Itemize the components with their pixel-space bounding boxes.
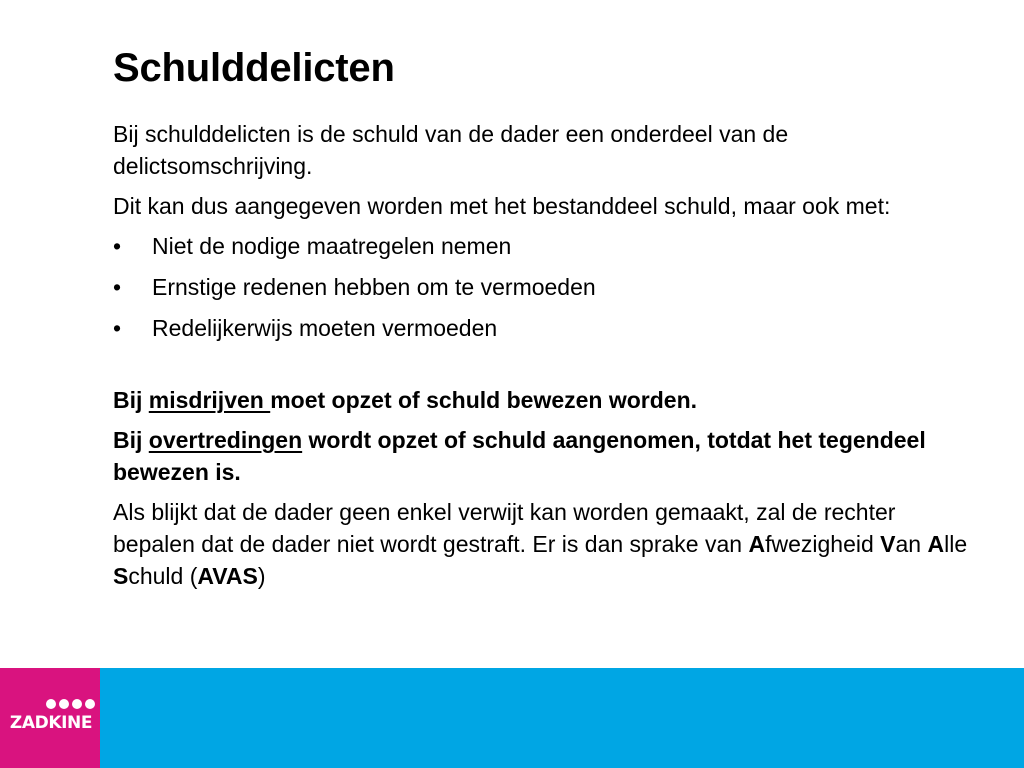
bullet-marker: • xyxy=(113,274,122,300)
bullet-marker: • xyxy=(113,315,122,341)
slide-title: Schulddelicten xyxy=(113,46,395,90)
bullet-list xyxy=(113,230,973,344)
bullet-text: Ernstige redenen hebben om te vermoeden xyxy=(152,274,596,300)
overtredingen-link[interactable]: overtredingen xyxy=(148,427,303,453)
avas-letter-a1: A xyxy=(748,531,766,557)
overtredingen-suffix: wordt opzet of schuld aangenomen, totdat het tegendeel bewezen is. xyxy=(113,427,926,485)
bullet-item xyxy=(113,312,973,344)
avas-paragraph xyxy=(113,496,973,592)
intro-paragraph-1: Bij schulddelicten is de schuld van de dader een onderdeel van de delictsomschrijving. xyxy=(113,121,789,179)
avas-rest-1: fwezigheid xyxy=(765,531,881,557)
logo-dot xyxy=(72,699,82,709)
logo-dot xyxy=(85,699,95,709)
avas-rest-2: an xyxy=(895,531,928,557)
avas-abbreviation: AVAS xyxy=(197,563,258,589)
misdrijven-prefix: Bij xyxy=(113,387,149,413)
slide-content xyxy=(113,118,973,600)
spacer xyxy=(113,353,973,384)
bullet-item xyxy=(113,271,973,303)
zadkine-logo xyxy=(0,668,100,768)
misdrijven-link[interactable]: misdrijven xyxy=(148,387,271,413)
bullet-text: Redelijkerwijs moeten vermoeden xyxy=(152,315,498,341)
intro-paragraph-2: Dit kan dus aangegeven worden met het bestanddeel schuld, maar ook met: xyxy=(113,193,891,219)
avas-letter-v: V xyxy=(880,531,896,557)
misdrijven-suffix: moet opzet of schuld bewezen worden. xyxy=(270,387,698,413)
misdrijven-statement xyxy=(113,384,973,416)
logo-text: ZADKINE xyxy=(9,713,93,733)
bullet-text: Niet de nodige maatregelen nemen xyxy=(152,233,512,259)
avas-rest-3: lle xyxy=(944,531,968,557)
avas-text: Als blijkt dat de dader geen enkel verwijt kan worden gemaakt, zal de rechter bepalen dat de dader niet wordt gestraft. Er is dan sprake van xyxy=(113,499,896,557)
avas-letter-s: S xyxy=(113,563,129,589)
logo-dot xyxy=(46,699,56,709)
overtredingen-prefix: Bij xyxy=(113,427,149,453)
bullet-marker: • xyxy=(113,233,122,259)
logo-dot xyxy=(59,699,69,709)
overtredingen-statement xyxy=(113,424,973,488)
footer-band xyxy=(0,668,1024,768)
bullet-item xyxy=(113,230,973,262)
avas-close: ) xyxy=(257,563,266,589)
logo-dots-icon xyxy=(46,699,95,709)
avas-letter-a2: A xyxy=(927,531,945,557)
avas-rest-4: chuld ( xyxy=(128,563,198,589)
